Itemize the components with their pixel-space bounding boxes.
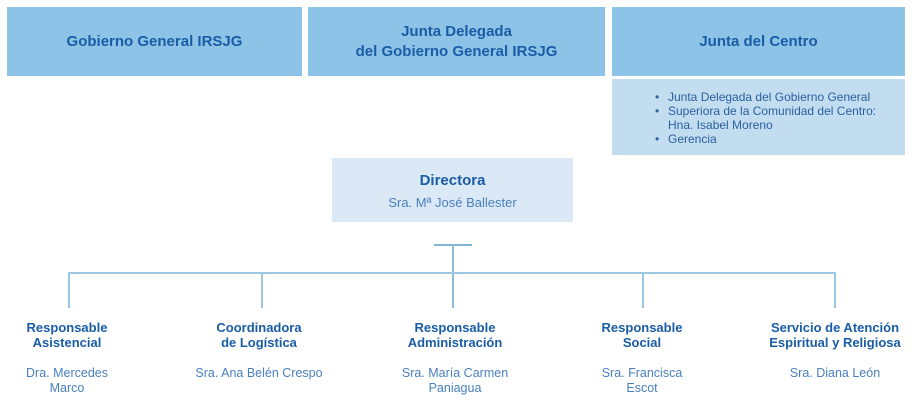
junta-centro-detail-panel: [612, 79, 905, 155]
director-name: Sra. Mª José Ballester: [388, 195, 517, 210]
dept-responsable-social: [554, 320, 730, 396]
dept-title-line: Responsable: [26, 320, 108, 335]
box-title-line: Junta Delegada: [401, 22, 512, 40]
dept-person-name: [747, 366, 912, 381]
box-junta-delegada: [308, 7, 605, 76]
connector-stem: [452, 244, 454, 308]
dept-person-name: [367, 366, 543, 397]
box-title-line: Gobierno General IRSJG: [66, 32, 243, 50]
dept-title-line: Administración: [407, 335, 503, 351]
dept-person-name: [171, 366, 347, 381]
dept-name-line: Escot: [626, 380, 658, 395]
list-item: • Superiora de la Comunidad del Centro: Hna. Isabel Moreno: [655, 104, 897, 132]
connector-drop: [834, 272, 836, 308]
connector-drop: [68, 272, 70, 308]
dept-title-line: Coordinadora: [216, 320, 302, 335]
dept-coordinadora-logistica: [171, 320, 347, 381]
connector-horizontal: [68, 272, 836, 274]
dept-servicio-atencion-espiritual: [747, 320, 912, 381]
dept-name-line: Sra. Francisca: [601, 365, 683, 380]
box-title-line: del Gobierno General IRSJG: [355, 42, 558, 60]
list-item: • Junta Delegada del Gobierno General: [655, 90, 897, 104]
dept-title-line: Asistencial: [32, 335, 102, 351]
box-directora: [332, 158, 573, 222]
dept-person-name: [0, 366, 155, 397]
dept-name-line: Paniagua: [428, 380, 482, 395]
dept-title-line: Espiritual y Religiosa: [769, 335, 901, 351]
connector-drop: [261, 272, 263, 308]
box-title-line: Junta del Centro: [699, 32, 818, 50]
dept-title: [747, 320, 912, 351]
connector-drop: [642, 272, 644, 308]
dept-title-line: Responsable: [414, 320, 496, 335]
dept-name-line: Sra. Diana León: [789, 365, 881, 380]
box-gobierno-general: [7, 7, 302, 76]
dept-title: [171, 320, 347, 351]
director-title: Directora: [419, 172, 486, 189]
dept-responsable-administracion: [367, 320, 543, 396]
dept-title: [0, 320, 155, 351]
box-junta-del-centro: [612, 7, 905, 76]
dept-responsable-asistencial: [0, 320, 155, 396]
junta-centro-list: [655, 90, 897, 146]
dept-title-line: Servicio de Atención: [770, 320, 900, 335]
dept-title: [554, 320, 730, 351]
dept-title-line: de Logística: [221, 335, 297, 351]
dept-name-line: Sra. Ana Belén Crespo: [195, 365, 323, 380]
dept-name-line: Sra. María Carmen: [401, 365, 509, 380]
dept-name-line: Marco: [49, 380, 85, 395]
dept-title-line: Social: [622, 335, 662, 351]
dept-name-line: Dra. Mercedes: [26, 365, 108, 380]
list-item: • Gerencia: [655, 132, 897, 146]
dept-title: [367, 320, 543, 351]
dept-person-name: [554, 366, 730, 397]
dept-title-line: Responsable: [601, 320, 683, 335]
